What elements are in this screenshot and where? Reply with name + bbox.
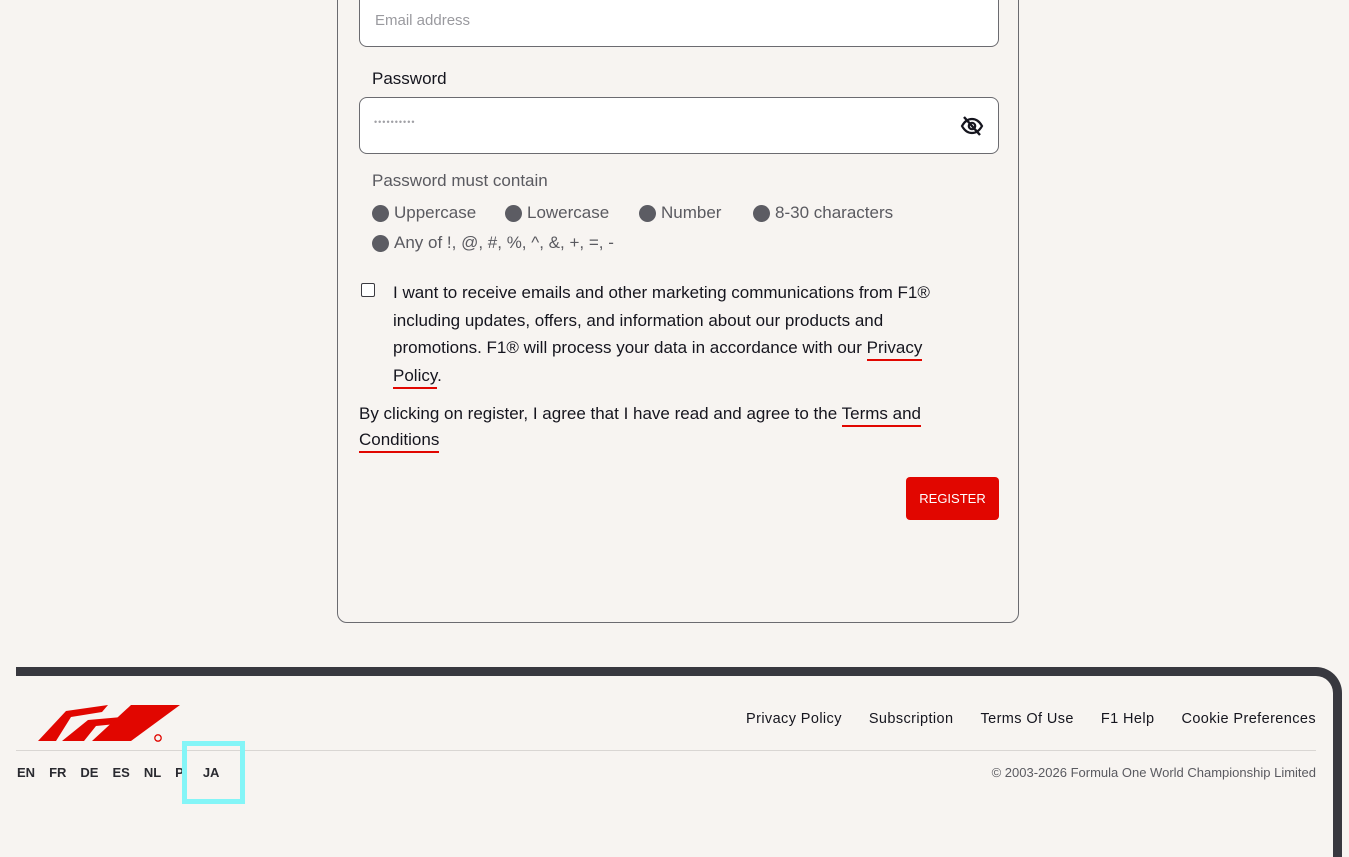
rule-label: Any of !, @, #, %, ^, &, +, =, - [394, 233, 614, 252]
eye-slash-icon[interactable] [960, 114, 984, 138]
footer-terms-of-use-link[interactable]: Terms Of Use [980, 711, 1074, 727]
copyright: © 2003-2026 Formula One World Championship Limited [991, 765, 1316, 780]
footer-subscription-link[interactable]: Subscription [868, 711, 954, 727]
marketing-consent-text [393, 279, 963, 389]
status-dot-icon [372, 205, 389, 222]
password-rules-title: Password must contain [372, 171, 548, 190]
footer-f1-help-link[interactable]: F1 Help [1100, 711, 1155, 727]
password-label: Password [372, 69, 447, 88]
rule-length [753, 203, 893, 223]
rule-special-char [372, 233, 614, 253]
footer-links [746, 711, 1316, 727]
footer-privacy-policy-link[interactable]: Privacy Policy [746, 711, 842, 727]
rule-lowercase [505, 203, 609, 223]
lang-pt-link[interactable]: P [175, 765, 184, 780]
rule-uppercase [372, 203, 476, 223]
lang-en-link[interactable]: EN [17, 765, 36, 780]
register-button[interactable]: REGISTER [906, 477, 999, 520]
rule-label: Lowercase [527, 203, 610, 222]
f1-logo[interactable] [36, 703, 182, 743]
email-input[interactable] [373, 0, 937, 41]
consent-end: . [437, 365, 442, 385]
status-dot-icon [505, 205, 522, 222]
agree-body: By clicking on register, I agree that I have read and agree to the [359, 404, 838, 423]
terms-link[interactable]: Terms and Conditions [359, 404, 921, 453]
footer-cookie-preferences-link[interactable]: Cookie Preferences [1181, 711, 1316, 727]
password-field[interactable] [359, 97, 999, 154]
password-masked-value: •••••••••• [374, 117, 416, 127]
lang-fr-link[interactable]: FR [49, 765, 67, 780]
rule-number [639, 203, 721, 223]
status-dot-icon [753, 205, 770, 222]
privacy-policy-link[interactable]: Privacy Policy [393, 338, 922, 389]
terms-agreement-text [359, 401, 959, 452]
rule-label: Uppercase [394, 203, 477, 222]
ja-highlight-box [182, 741, 245, 804]
lang-es-link[interactable]: ES [112, 765, 130, 780]
rule-label: 8-30 characters [775, 203, 894, 222]
lang-de-link[interactable]: DE [80, 765, 99, 780]
email-field[interactable] [359, 0, 999, 47]
status-dot-icon [639, 205, 656, 222]
status-dot-icon [372, 235, 389, 252]
lang-ja-link[interactable]: JA [202, 765, 220, 780]
lang-nl-link[interactable]: NL [143, 765, 162, 780]
rule-label: Number [661, 203, 722, 222]
consent-body: I want to receive emails and other marketing communications from F1® including updates, offers, and information about our products and promotions. F1® will process your data in accordance with our [393, 283, 930, 357]
marketing-consent-checkbox[interactable] [361, 283, 375, 297]
